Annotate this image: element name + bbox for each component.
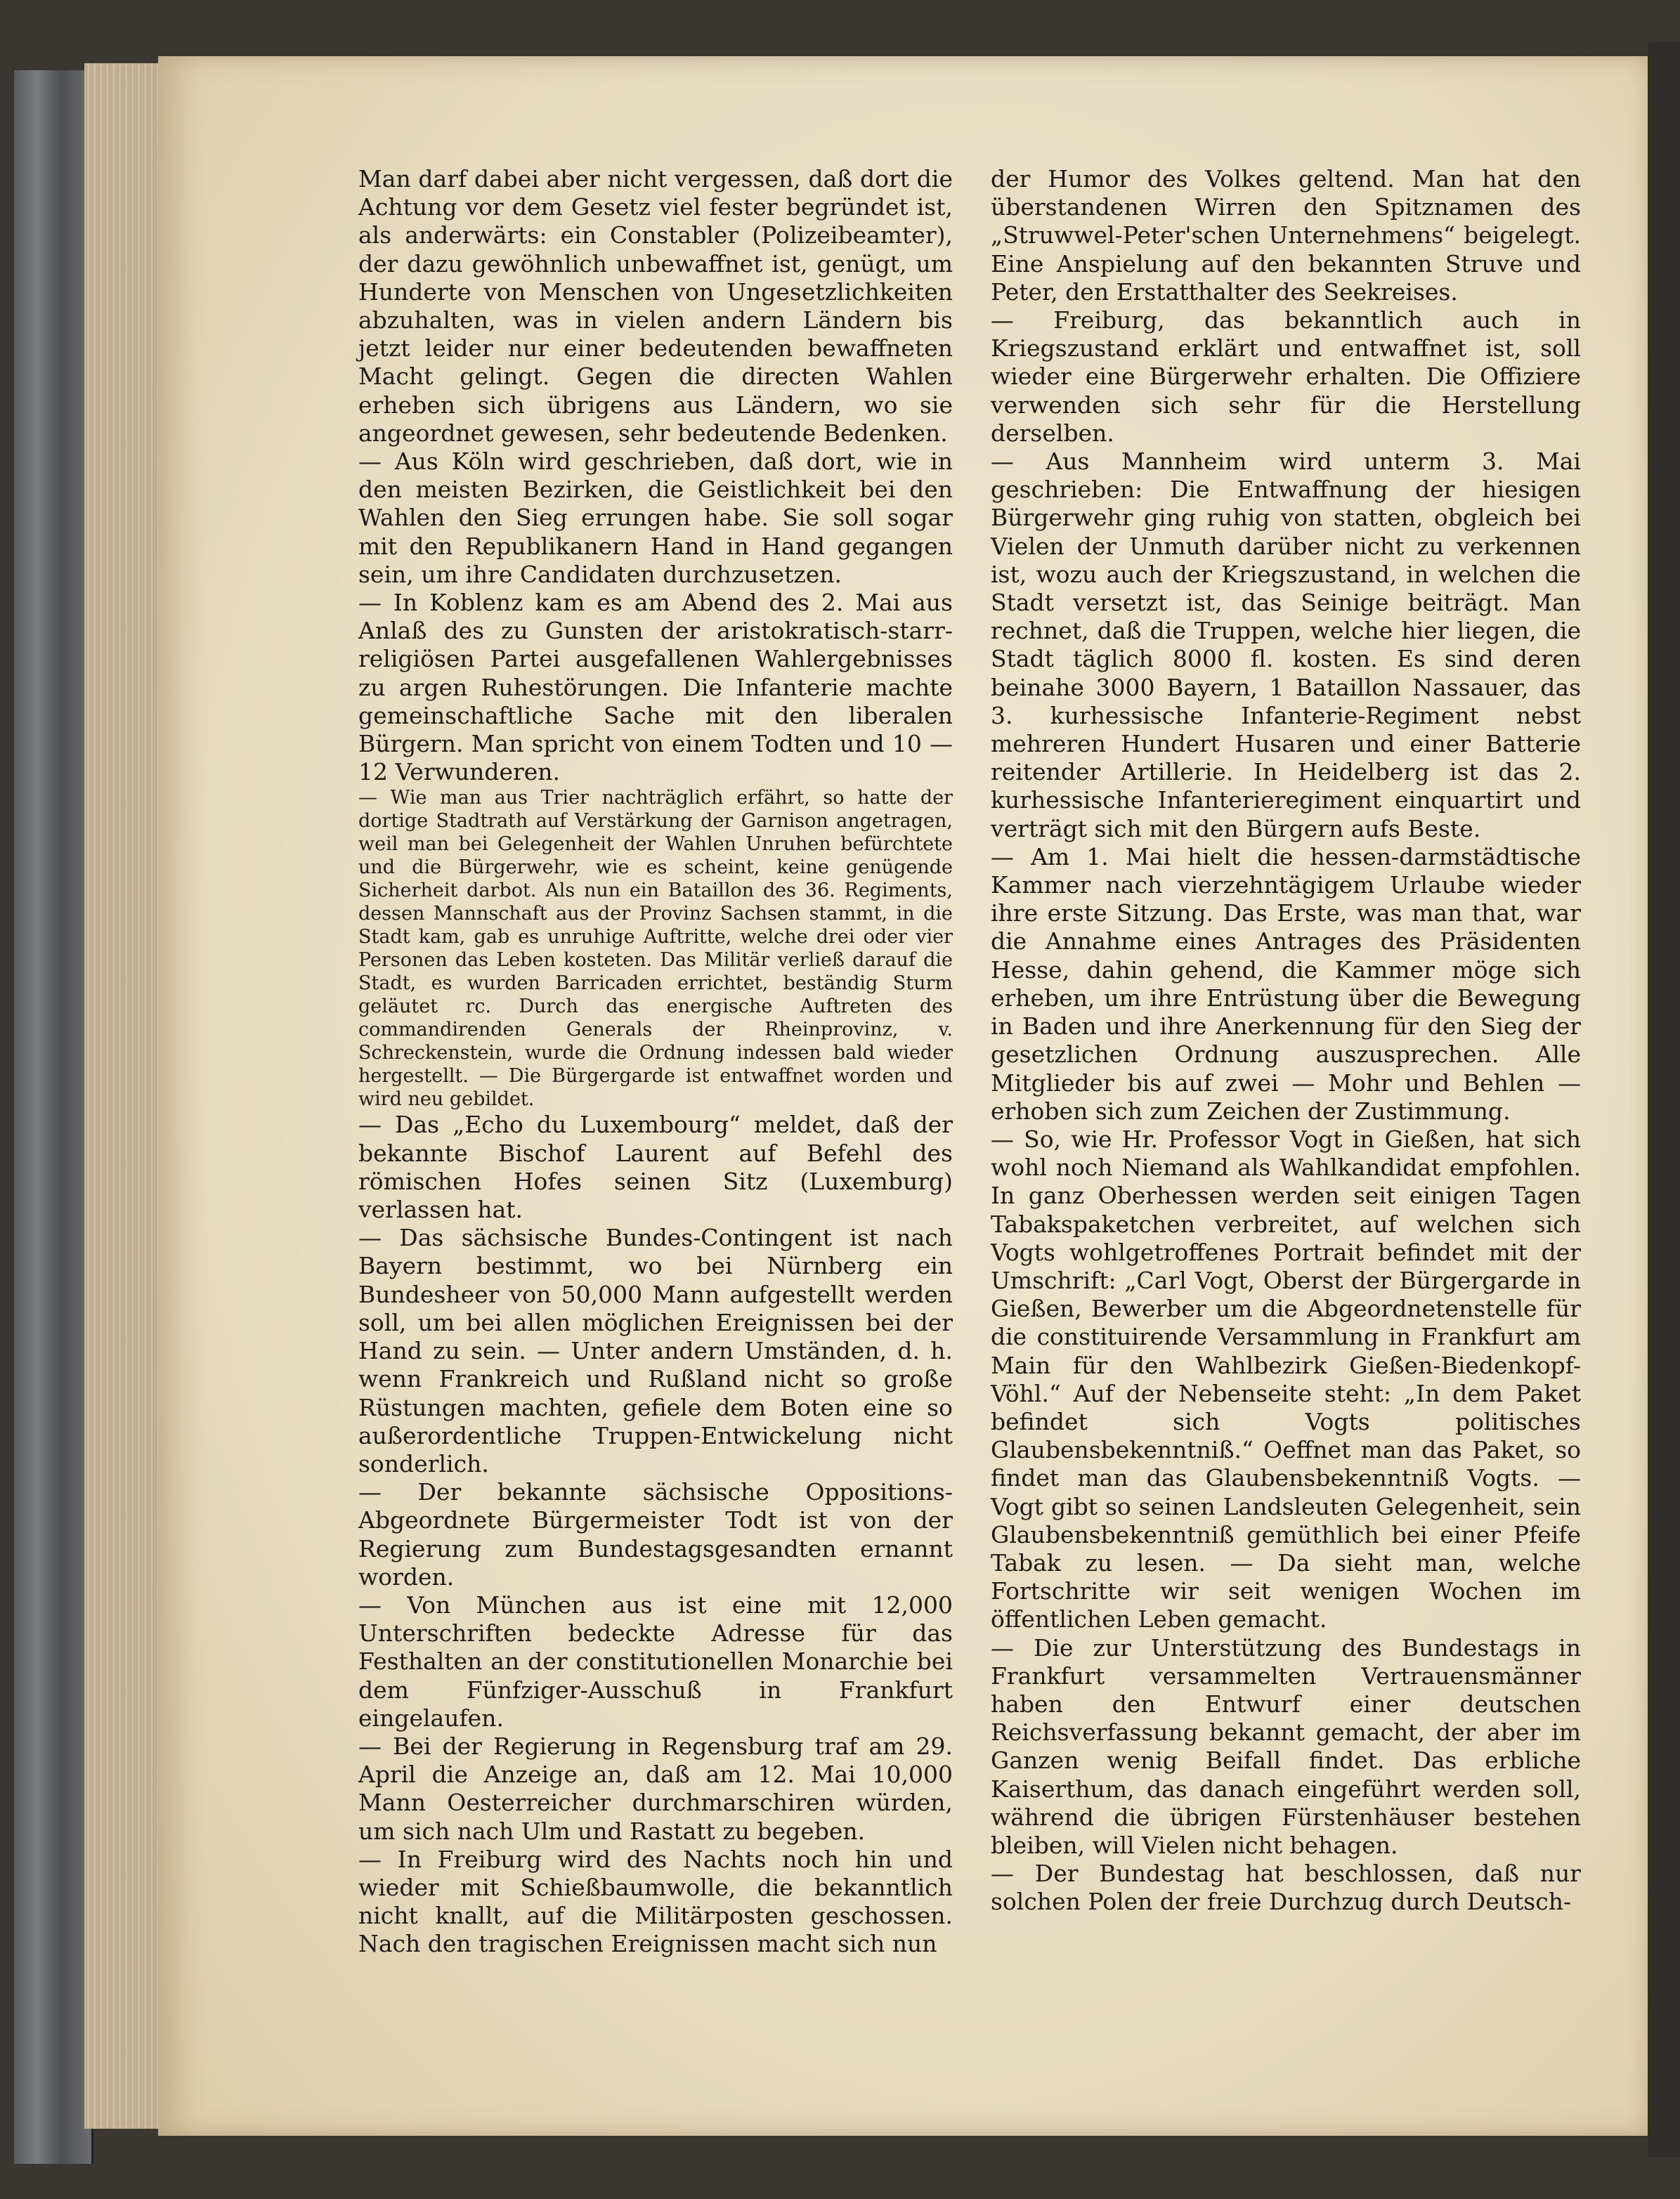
paragraph: — Aus Mannheim wird unterm 3. Mai geschrieben: Die Entwaffnung der hiesigen Bürgerwehr ging ruhig von statten, obgleich bei Vielen der Unmuth darüber nicht zu verkennen ist, wozu auch der Kriegszustand, in welchen die Stadt versetzt ist, das Seinige beiträgt. Man rechnet, daß die Truppen, welche hier liegen, die Stadt täglich 8000 fl. kosten. Es sind deren beinahe 3000 Bayern, 1 Bataillon Nassauer, das 3. kurhessische Infanterie-Regiment nebst mehreren Hundert Husaren und einer Batterie reitender Artillerie. In Heidelberg ist das 2. kurhessische Infanterieregiment einquartirt und verträgt sich mit den Bürgern aufs Beste. — [991, 448, 1581, 842]
page-edges — [84, 63, 169, 2129]
paragraph: — Der Bundestag hat beschlossen, daß nur solchen Polen der freie Durchzug durch Deutsch- — [991, 1860, 1581, 1916]
paragraph: — Die zur Unterstützung des Bundestags in Frankfurt versammelten Vertrauensmänner haben den Entwurf einer deutschen Reichsverfassung bekannt gemacht, der aber im Ganzen wenig Beifall findet. Das erbliche Kaiserthum, das danach eingeführt werden soll, während die übrigen Fürstenhäuser bestehen bleiben, will Vielen nicht behagen. — [991, 1633, 1581, 1859]
book-cover-left — [14, 70, 93, 2164]
paragraph: — Bei der Regierung in Regensburg traf am 29. April die Anzeige an, daß am 12. Mai 10,000 Mann Oesterreicher durchmarschiren würden, um sich nach Ulm und Rastatt zu begeben. — [358, 1732, 953, 1845]
paragraph: — In Koblenz kam es am Abend des 2. Mai aus Anlaß des zu Gunsten der aristokratisch-starr-religiösen Partei ausgefallenen Wahlergebnisses zu argen Ruhestörungen. Die Infanterie machte gemeinschaftliche Sache mit den liberalen Bürgern. Man spricht von einem Todten und 10 — 12 Verwunderen. — [358, 589, 953, 786]
paragraph: der Humor des Volkes geltend. Man hat den überstandenen Wirren den Spitznamen des „Struwwel-Peter'schen Unternehmens“ beigelegt. Eine Anspielung auf den bekannten Struve und Peter, den Erstatthalter des Seekreises. — [991, 165, 1581, 306]
paragraph: — Das „Echo du Luxembourg“ meldet, daß der bekannte Bischof Laurent auf Befehl des römischen Hofes seinen Sitz (Luxemburg) verlassen hat. — [358, 1111, 953, 1224]
paragraph: — Der bekannte sächsische Oppositions-Abgeordnete Bürgermeister Todt ist von der Regierung zum Bundestagsgesandten ernannt worden. — [358, 1478, 953, 1591]
right-text-column — [991, 165, 1581, 1917]
left-text-column — [358, 165, 953, 1959]
paragraph: — Am 1. Mai hielt die hessen-darmstädtische Kammer nach vierzehntägigem Urlaube wieder ihre erste Sitzung. Das Erste, was man that, war die Annahme eines Antrages des Präsidenten Hesse, dahin gehend, die Kammer möge sich erheben, um ihre Entrüstung über die Bewegung in Baden und ihre Anerkennung für den Sieg der gesetzlichen Ordnung auszusprechen. Alle Mitglieder bis auf zwei — Mohr und Behlen — erhoben sich zum Zeichen der Zustimmung. — [991, 842, 1581, 1125]
paragraph: — Von München aus ist eine mit 12,000 Unterschriften bedeckte Adresse für das Festhalten an der constitutionellen Monarchie bei dem Fünfziger-Ausschuß in Frankfurt eingelaufen. — [358, 1591, 953, 1732]
paragraph: — Aus Köln wird geschrieben, daß dort, wie in den meisten Bezirken, die Geistlichkeit bei den Wahlen den Sieg errungen habe. Sie soll sogar mit den Republikanern Hand in Hand gegangen sein, um ihre Candidaten durchzusetzen. — [358, 448, 953, 588]
paragraph: — Das sächsische Bundes-Contingent ist nach Bayern bestimmt, wo bei Nürnberg ein Bundesheer von 50,000 Mann aufgestellt werden soll, um bei allen möglichen Ereignissen bei der Hand zu sein. — Unter andern Umständen, d. h. wenn Frankreich und Rußland nicht so große Rüstungen machten, gefiele dem Boten eine so außerordentliche Truppen-Entwickelung nicht sonderlich. — [358, 1224, 953, 1477]
paragraph: Man darf dabei aber nicht vergessen, daß dort die Achtung vor dem Gesetz viel fester begründet ist, als anderwärts: ein Constabler (Polizeibeamter), der dazu gewöhnlich unbewaffnet ist, genügt, um Hunderte von Menschen von Ungesetzlichkeiten abzuhalten, was in vielen andern Ländern bis jetzt leider nur einer bedeutenden bewaffneten Macht gelingt. Gegen die directen Wahlen erheben sich übrigens aus Ländern, wo sie angeordnet gewesen, sehr bedeutende Bedenken. — [358, 165, 953, 447]
paragraph: — In Freiburg wird des Nachts noch hin und wieder mit Schießbaumwolle, die bekanntlich nicht knallt, auf die Militärposten geschossen. Nach den tragischen Ereignissen macht sich nun — [358, 1845, 953, 1958]
book-cover-right — [1648, 42, 1680, 2157]
paragraph: — Wie man aus Trier nachträglich erfährt, so hatte der dortige Stadtrath auf Verstärkung der Garnison angetragen, weil man bei Gelegenheit der Wahlen Unruhen befürchtete und die Bürgerwehr, wie es scheint, keine genügende Sicherheit darbot. Als nun ein Bataillon des 36. Regiments, dessen Mannschaft aus der Provinz Sachsen stammt, in die Stadt kam, gab es unruhige Auftritte, welche drei oder vier Personen das Leben kosteten. Das Militär verließ darauf die Stadt, es wurden Barricaden errichtet, beständig Sturm geläutet rc. Durch das energische Auftreten des commandirenden Generals der Rheinprovinz, v. Schreckenstein, wurde die Ordnung indessen bald wieder hergestellt. — Die Bürgergarde ist entwaffnet worden und wird neu gebildet. — [358, 787, 953, 1111]
paragraph: — So, wie Hr. Professor Vogt in Gießen, hat sich wohl noch Niemand als Wahlkandidat empfohlen. In ganz Oberhessen werden seit einigen Tagen Tabakspaketchen verbreitet, auf welchen sich Vogts wohlgetroffenes Portrait befindet mit der Umschrift: „Carl Vogt, Oberst der Bürgergarde in Gießen, Bewerber um die Abgeordnetenstelle für die constituirende Versammlung in Frankfurt am Main für den Wahlbezirk Gießen-Biedenkopf-Vöhl.“ Auf der Nebenseite steht: „In dem Paket befindet sich Vogts politisches Glaubensbekenntniß.“ Oeffnet man das Paket, so findet man das Glaubensbekenntniß Vogts. — Vogt gibt so seinen Landsleuten Gelegenheit, sein Glaubensbekenntniß gemüthlich bei einer Pfeife Tabak zu lesen. — Da sieht man, welche Fortschritte wir seit wenigen Wochen im öffentlichen Leben gemacht. — [991, 1125, 1581, 1633]
paragraph: — Freiburg, das bekanntlich auch in Kriegszustand erklärt und entwaffnet ist, soll wieder eine Bürgerwehr erhalten. Die Offiziere verwenden sich sehr für die Herstellung derselben. — [991, 306, 1581, 447]
